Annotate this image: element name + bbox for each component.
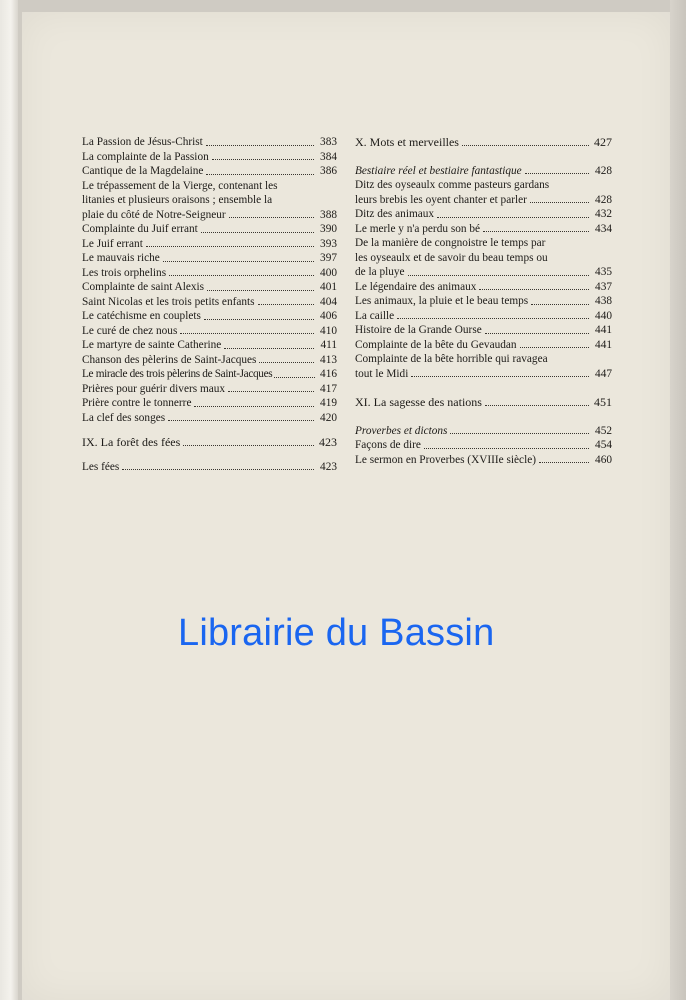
dot-leader	[204, 319, 314, 320]
toc-entry	[82, 382, 337, 397]
dot-leader	[479, 289, 589, 290]
entry-page: 416	[320, 368, 337, 380]
toc-subsection	[355, 424, 612, 439]
dot-leader	[229, 217, 314, 218]
toc-entry	[82, 309, 337, 324]
toc-entry	[355, 309, 612, 324]
entry-page: 388	[320, 208, 337, 221]
entry-title-line: litanies et plusieurs oraisons ; ensemble la	[82, 194, 273, 206]
dot-leader	[530, 202, 589, 203]
entry-page: 406	[320, 310, 337, 322]
toc-entry	[82, 251, 337, 266]
entry-page: 383	[320, 136, 337, 148]
entry-title-line: les oyseaulx et de savoir du beau temps ou	[355, 251, 548, 264]
toc-section-heading	[82, 435, 337, 450]
toc-entry	[82, 324, 337, 339]
entry-page: 397	[320, 252, 337, 264]
toc-entry	[82, 295, 337, 310]
toc-entry	[82, 338, 337, 353]
entry-page: 447	[595, 367, 612, 380]
entry-title: Les trois orphelins	[82, 266, 167, 279]
entry-page: 401	[320, 281, 337, 293]
dot-leader	[408, 275, 589, 276]
dot-leader	[485, 405, 589, 406]
entry-title: Façons de dire	[355, 439, 421, 451]
entry-title: Complainte de la bête du Gevaudan	[355, 338, 517, 351]
page-right-edge	[670, 0, 686, 1000]
dot-leader	[206, 145, 314, 146]
toc-entry	[82, 396, 337, 411]
entry-page: 452	[595, 424, 612, 437]
entry-title: Cantique de la Magdelaine	[82, 165, 204, 177]
entry-title: Le miracle des trois pèlerins de Saint-Jacques	[82, 368, 273, 380]
dot-leader	[258, 304, 314, 305]
toc-entry	[355, 367, 612, 382]
dot-leader	[462, 145, 589, 146]
dot-leader	[531, 304, 589, 305]
entry-page: 454	[595, 439, 612, 451]
toc-entry	[355, 265, 612, 280]
toc-entry	[82, 208, 337, 223]
entry-title-line: Le trépassement de la Vierge, contenant les	[82, 179, 278, 192]
entry-title: La Passion de Jésus-Christ	[82, 136, 203, 148]
dot-leader	[483, 231, 589, 232]
toc-entry	[82, 280, 337, 295]
entry-page: 437	[595, 280, 612, 293]
entry-title: Prières pour guérir divers maux	[82, 382, 226, 395]
toc-entry	[355, 453, 612, 468]
entry-title-line: Ditz des oyseaulx comme pasteurs gardans	[355, 179, 550, 191]
dot-leader	[122, 469, 314, 470]
toc-entry	[82, 266, 337, 281]
subsection-title: Bestiaire réel et bestiaire fantastique	[355, 164, 522, 177]
toc-entry	[355, 222, 612, 237]
section-title: IX. La forêt des fées	[82, 435, 181, 449]
dot-leader	[212, 159, 314, 160]
toc-subsection	[355, 164, 612, 179]
dot-leader	[485, 333, 589, 334]
dot-leader	[411, 376, 589, 377]
bookseller-watermark: Librairie du Bassin	[178, 612, 495, 654]
dot-leader	[207, 290, 314, 291]
entry-title: Le sermon en Proverbes (XVIIIe siècle)	[355, 453, 536, 466]
entry-title-line: De la manière de congnoistre le temps par	[355, 237, 546, 249]
dot-leader	[520, 347, 589, 348]
toc-entry	[82, 150, 337, 165]
section-page: 423	[319, 435, 337, 449]
section-page: 427	[594, 135, 612, 149]
toc-entry	[355, 294, 612, 309]
entry-title: Le Juif errant	[82, 237, 143, 250]
entry-title: Le curé de chez nous	[82, 324, 178, 337]
section-title: X. Mots et merveilles	[355, 135, 459, 149]
entry-page: 417	[320, 382, 337, 395]
toc-section-heading	[355, 135, 612, 150]
entry-title: plaie du côté de Notre-Seigneur	[82, 208, 226, 221]
entry-page: 438	[595, 295, 612, 307]
section-title: XI. La sagesse des nations	[355, 395, 482, 409]
entry-page: 390	[320, 223, 337, 235]
entry-title: Le mauvais riche	[82, 252, 160, 264]
entry-page: 428	[595, 193, 612, 206]
dot-leader	[146, 246, 314, 247]
entry-page: 411	[320, 339, 337, 351]
toc-entry	[82, 460, 337, 475]
dot-leader	[180, 333, 314, 334]
entry-title: La clef des songes	[82, 411, 166, 424]
dot-leader	[224, 348, 314, 349]
dot-leader	[424, 448, 589, 449]
entry-title: Les animaux, la pluie et le beau temps	[355, 295, 529, 307]
toc-section-heading	[355, 395, 612, 410]
entry-title-line: Complainte de la bête horrible qui ravagea	[355, 353, 548, 365]
entry-title: Le merle y n'a perdu son bé	[355, 222, 480, 235]
toc-entry	[82, 367, 337, 382]
entry-title: Prière contre le tonnerre	[82, 397, 192, 409]
dot-leader	[163, 261, 314, 262]
entry-page: 441	[595, 324, 612, 336]
toc-entry	[82, 411, 337, 426]
entry-title: Ditz des animaux	[355, 208, 435, 220]
entry-title: Saint Nicolas et les trois petits enfants	[82, 295, 255, 308]
toc-entry	[355, 323, 612, 338]
dot-leader	[183, 445, 314, 446]
dot-leader	[437, 217, 589, 218]
entry-title: leurs brebis les oyent chanter et parler	[355, 193, 527, 206]
dot-leader	[168, 420, 314, 421]
dot-leader	[397, 318, 589, 319]
entry-title: La caille	[355, 309, 395, 322]
toc-entry	[355, 280, 612, 295]
entry-page: 440	[595, 309, 612, 322]
toc-entry	[82, 164, 337, 179]
section-page: 451	[594, 395, 612, 409]
entry-page: 413	[320, 353, 337, 366]
toc-entry	[82, 222, 337, 237]
entry-page: 441	[595, 338, 612, 351]
dot-leader	[201, 232, 314, 233]
entry-page: 384	[320, 150, 337, 163]
toc-entry	[355, 193, 612, 208]
entry-title: Le légendaire des animaux	[355, 280, 477, 293]
entry-page: 420	[320, 411, 337, 424]
entry-page: 393	[320, 237, 337, 250]
dot-leader	[525, 173, 589, 174]
entry-page: 435	[595, 266, 612, 278]
entry-page: 386	[320, 165, 337, 177]
entry-page: 419	[320, 397, 337, 409]
entry-title: Le martyre de sainte Catherine	[82, 339, 222, 351]
dot-leader	[450, 433, 589, 434]
entry-page: 428	[595, 164, 612, 177]
toc-entry	[82, 353, 337, 368]
entry-page: 434	[595, 222, 612, 235]
entry-title: de la pluye	[355, 266, 405, 278]
dot-leader	[539, 462, 589, 463]
toc-entry	[355, 207, 612, 222]
dot-leader	[169, 275, 314, 276]
entry-title: La complainte de la Passion	[82, 150, 209, 163]
dot-leader	[274, 377, 315, 378]
entry-page: 400	[320, 266, 337, 279]
dot-leader	[228, 391, 314, 392]
entry-page: 432	[595, 208, 612, 220]
entry-page: 423	[320, 460, 337, 473]
entry-page: 410	[320, 324, 337, 337]
entry-title: Complainte du Juif errant	[82, 223, 198, 235]
toc-entry	[82, 237, 337, 252]
entry-title: Histoire de la Grande Ourse	[355, 324, 482, 336]
entry-title: tout le Midi	[355, 367, 409, 380]
toc-entry	[355, 438, 612, 453]
entry-page: 404	[320, 295, 337, 308]
toc-right-column	[355, 135, 612, 467]
toc-left-column	[82, 135, 337, 474]
entry-title: Complainte de saint Alexis	[82, 281, 205, 293]
subsection-title: Proverbes et dictons	[355, 424, 448, 437]
dot-leader	[259, 362, 314, 363]
entry-title: Chanson des pèlerins de Saint-Jacques	[82, 353, 257, 366]
entry-title: Le catéchisme en couplets	[82, 310, 201, 322]
entry-page: 460	[595, 453, 612, 466]
toc-entry	[82, 135, 337, 150]
dot-leader	[206, 174, 314, 175]
toc-entry	[355, 338, 612, 353]
dot-leader	[194, 406, 314, 407]
book-spine-edge	[0, 0, 18, 1000]
entry-title: Les fées	[82, 460, 120, 473]
